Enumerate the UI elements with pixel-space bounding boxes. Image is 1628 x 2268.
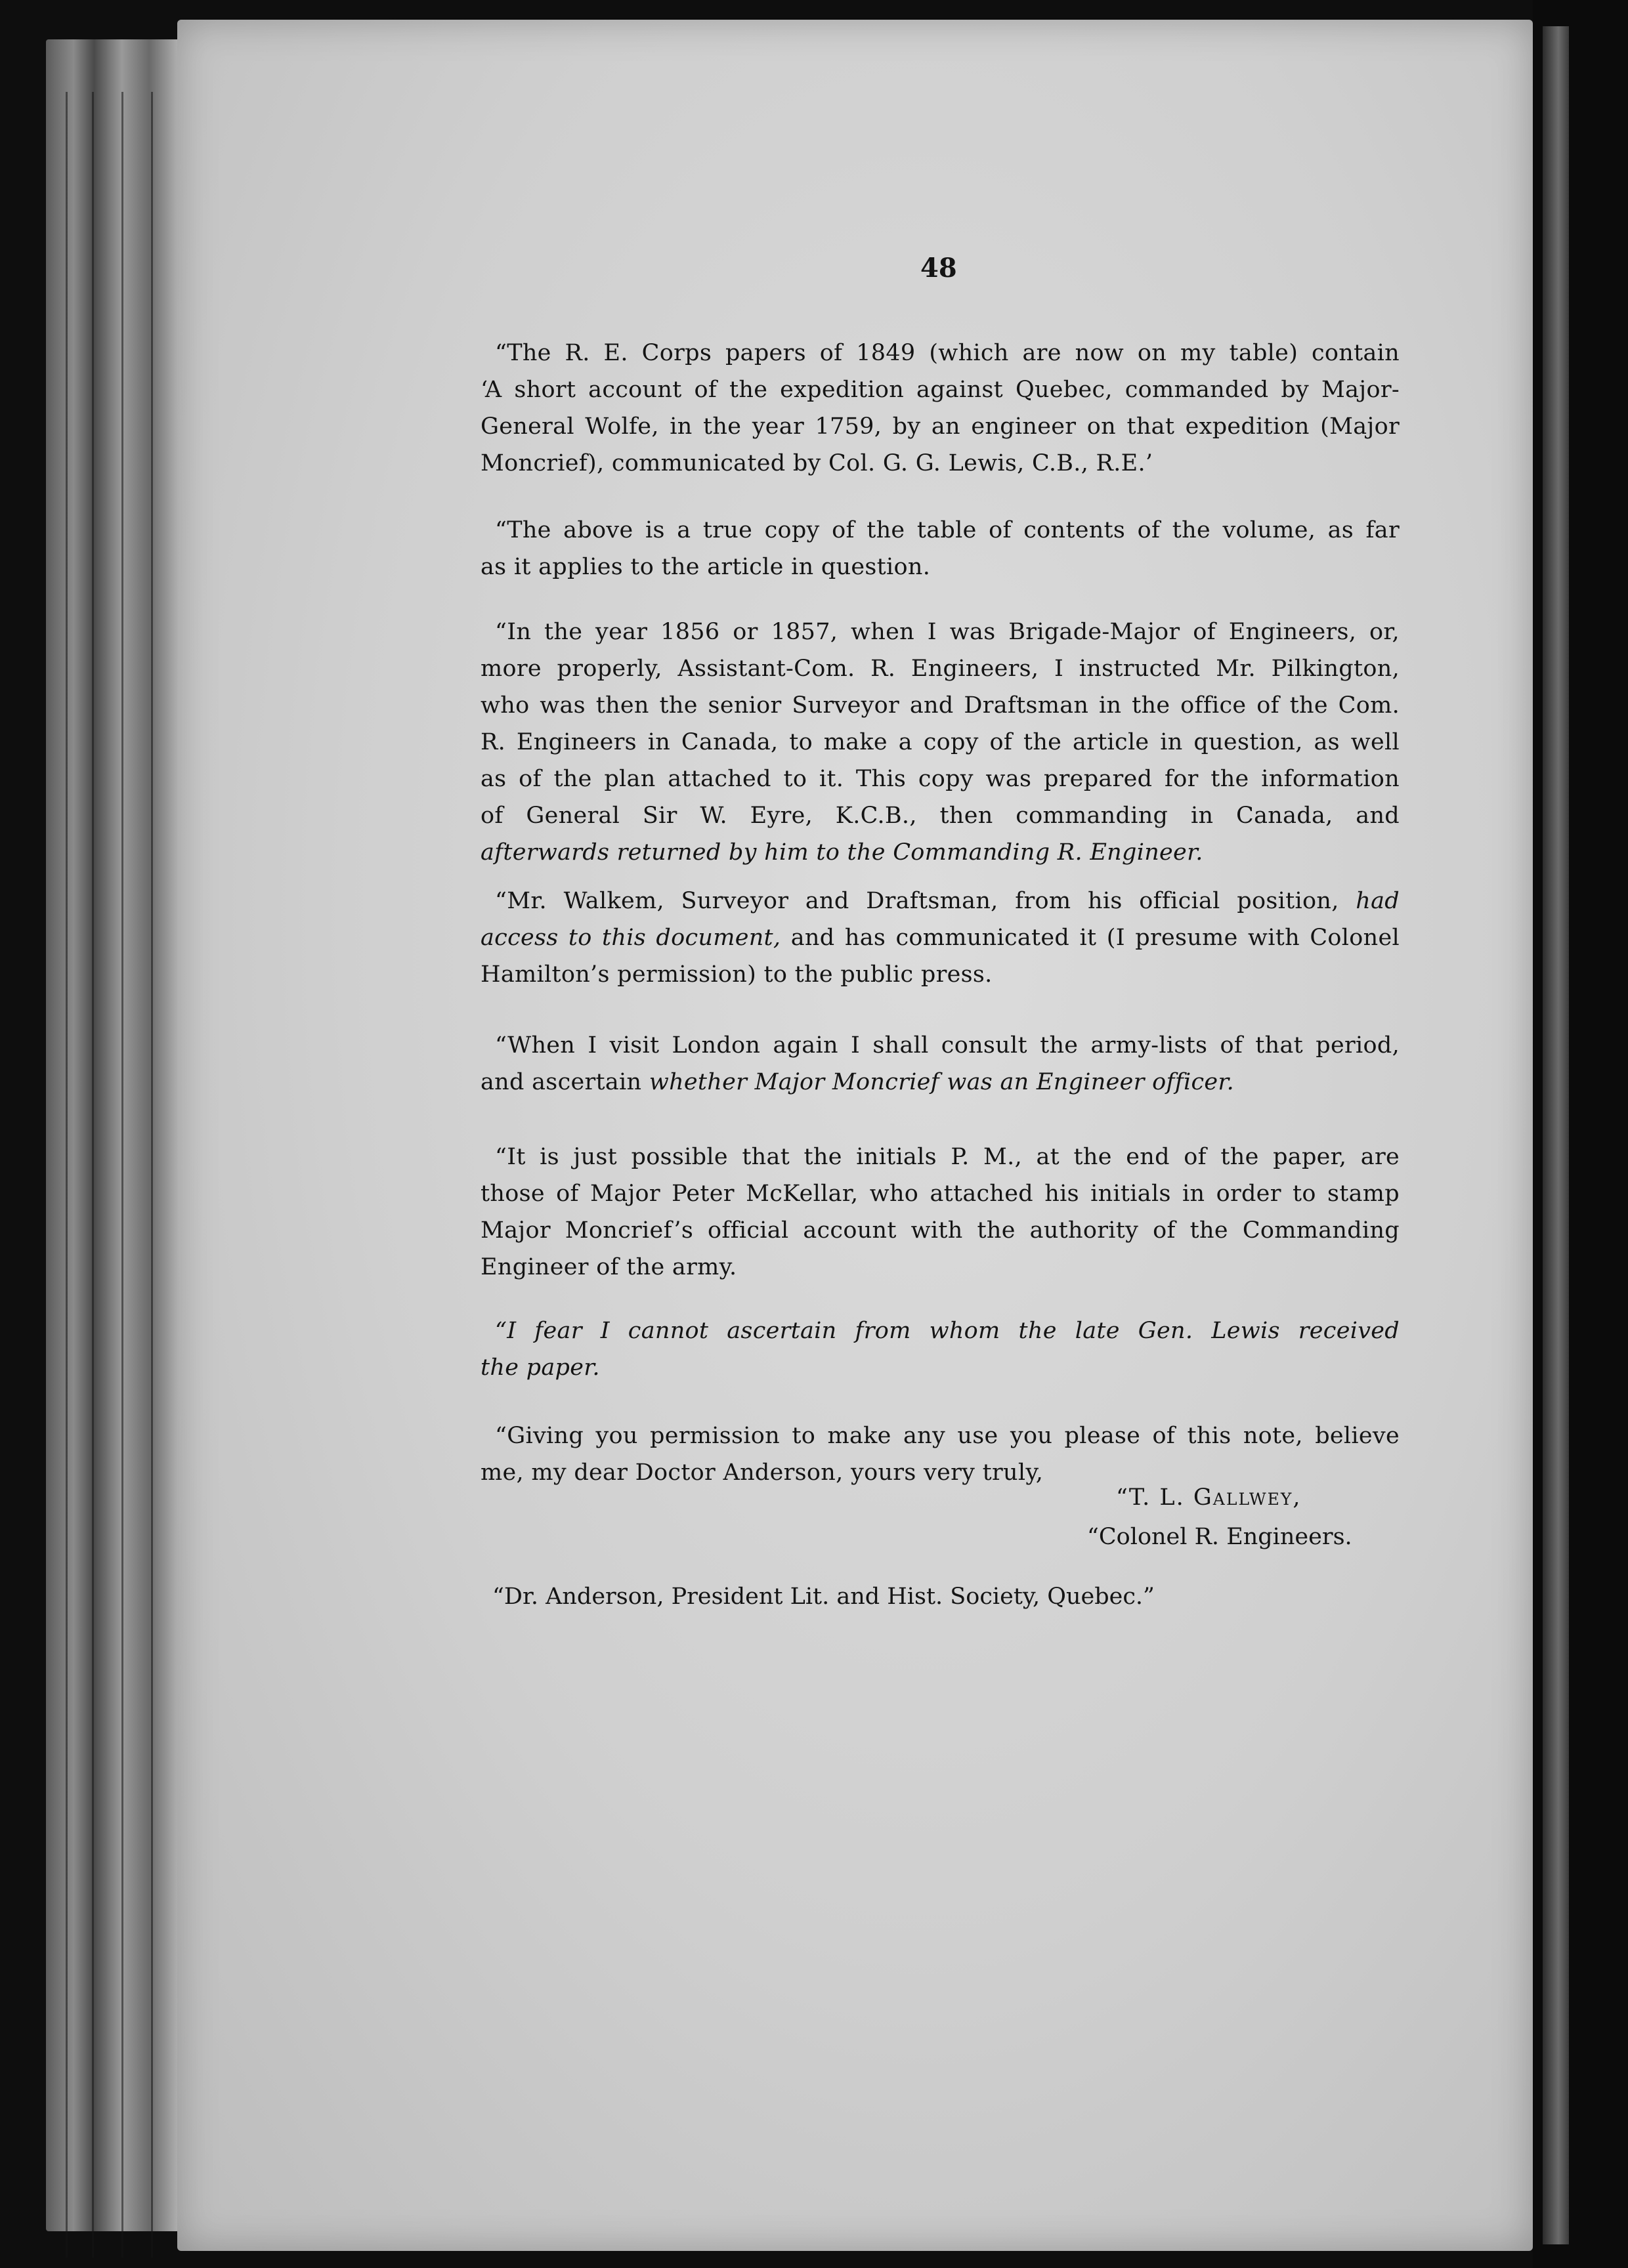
italic-text: afterwards returned by him to the Commanding R. Engineer.: [481, 839, 1203, 866]
paragraph-walkem: [481, 883, 1400, 993]
signature-title: “Colonel R. Engineers.: [1087, 1524, 1352, 1550]
paragraph-initials: [481, 1139, 1400, 1286]
text-line: “Giving you permission to make any use you please of this note, believe: [495, 1423, 1400, 1449]
text-line-italic: [481, 834, 1400, 871]
text-line: “The above is a true copy of the table of contents of the volume, as far: [495, 517, 1400, 543]
text-line: [481, 1064, 1400, 1101]
signature-name: “T. L. Gallwey,: [1116, 1484, 1302, 1511]
text-line: R. Engineers in Canada, to make a copy of the article in question, as well: [481, 729, 1400, 755]
text-line: of General Sir W. Eyre, K.C.B., then commanding in Canada, and: [481, 803, 1400, 829]
paragraph-corps-papers: [481, 335, 1400, 482]
text-run: “Mr. Walkem, Surveyor and Draftsman, from his official position,: [495, 888, 1356, 914]
text-line: Engineer of the army.: [481, 1254, 737, 1280]
paragraph-london: [481, 1027, 1400, 1101]
text-line: me, my dear Doctor Anderson, yours very truly,: [481, 1460, 1044, 1486]
text-line: as it applies to the article in question.: [481, 554, 931, 580]
text-line: Hamilton’s permission) to the public press.: [481, 961, 993, 988]
italic-text: access to this document,: [481, 925, 781, 951]
text-line: “When I visit London again I shall consult the army-lists of that period,: [495, 1032, 1400, 1059]
text-line: more properly, Assistant-Com. R. Engineers, I instructed Mr. Pilkington,: [481, 656, 1400, 682]
text-line: those of Major Peter McKellar, who attached his initials in order to stamp: [481, 1181, 1400, 1207]
text-line: “It is just possible that the initials P. M., at the end of the paper, are: [495, 1144, 1400, 1170]
address-line: “Dr. Anderson, President Lit. and Hist. Society, Quebec.”: [492, 1584, 1155, 1610]
text-line-italic: the paper.: [481, 1354, 600, 1381]
paragraph-closing: [481, 1418, 1400, 1491]
text-line-italic: “I fear I cannot ascertain from whom the late Gen. Lewis received: [495, 1318, 1400, 1344]
text-line: “In the year 1856 or 1857, when I was Brigade-Major of Engineers, or,: [495, 619, 1400, 645]
text-line: Moncrief), communicated by Col. G. G. Lewis, C.B., R.E.’: [481, 450, 1153, 476]
text-line: “The R. E. Corps papers of 1849 (which are now on my table) contain: [495, 340, 1400, 366]
italic-text: whether Major Moncrief was an Engineer officer.: [649, 1069, 1235, 1095]
text-line: Major Moncrief’s official account with the authority of the Commanding: [481, 1217, 1400, 1244]
text-line: ‘A short account of the expedition against Quebec, commanded by Major-: [481, 377, 1400, 403]
next-page-edge: [1543, 26, 1569, 2244]
paragraph-true-copy: [481, 512, 1400, 585]
text-line: as of the plan attached to it. This copy was prepared for the information: [481, 766, 1400, 792]
text-line: [481, 919, 1400, 956]
paragraph-fear: [481, 1312, 1400, 1386]
text-line: General Wolfe, in the year 1759, by an engineer on that expedition (Major: [481, 413, 1400, 440]
paragraph-brigade-major: [481, 614, 1400, 871]
book-page-edges: [46, 39, 184, 2231]
page-number: 48: [920, 253, 957, 284]
text-line: who was then the senior Surveyor and Draftsman in the office of the Com.: [481, 692, 1400, 719]
text-run: and has communicated it (I presume with Colonel: [781, 925, 1400, 951]
text-line: [481, 883, 1400, 919]
italic-text: had: [1356, 888, 1400, 914]
text-run: and ascertain: [481, 1069, 649, 1095]
